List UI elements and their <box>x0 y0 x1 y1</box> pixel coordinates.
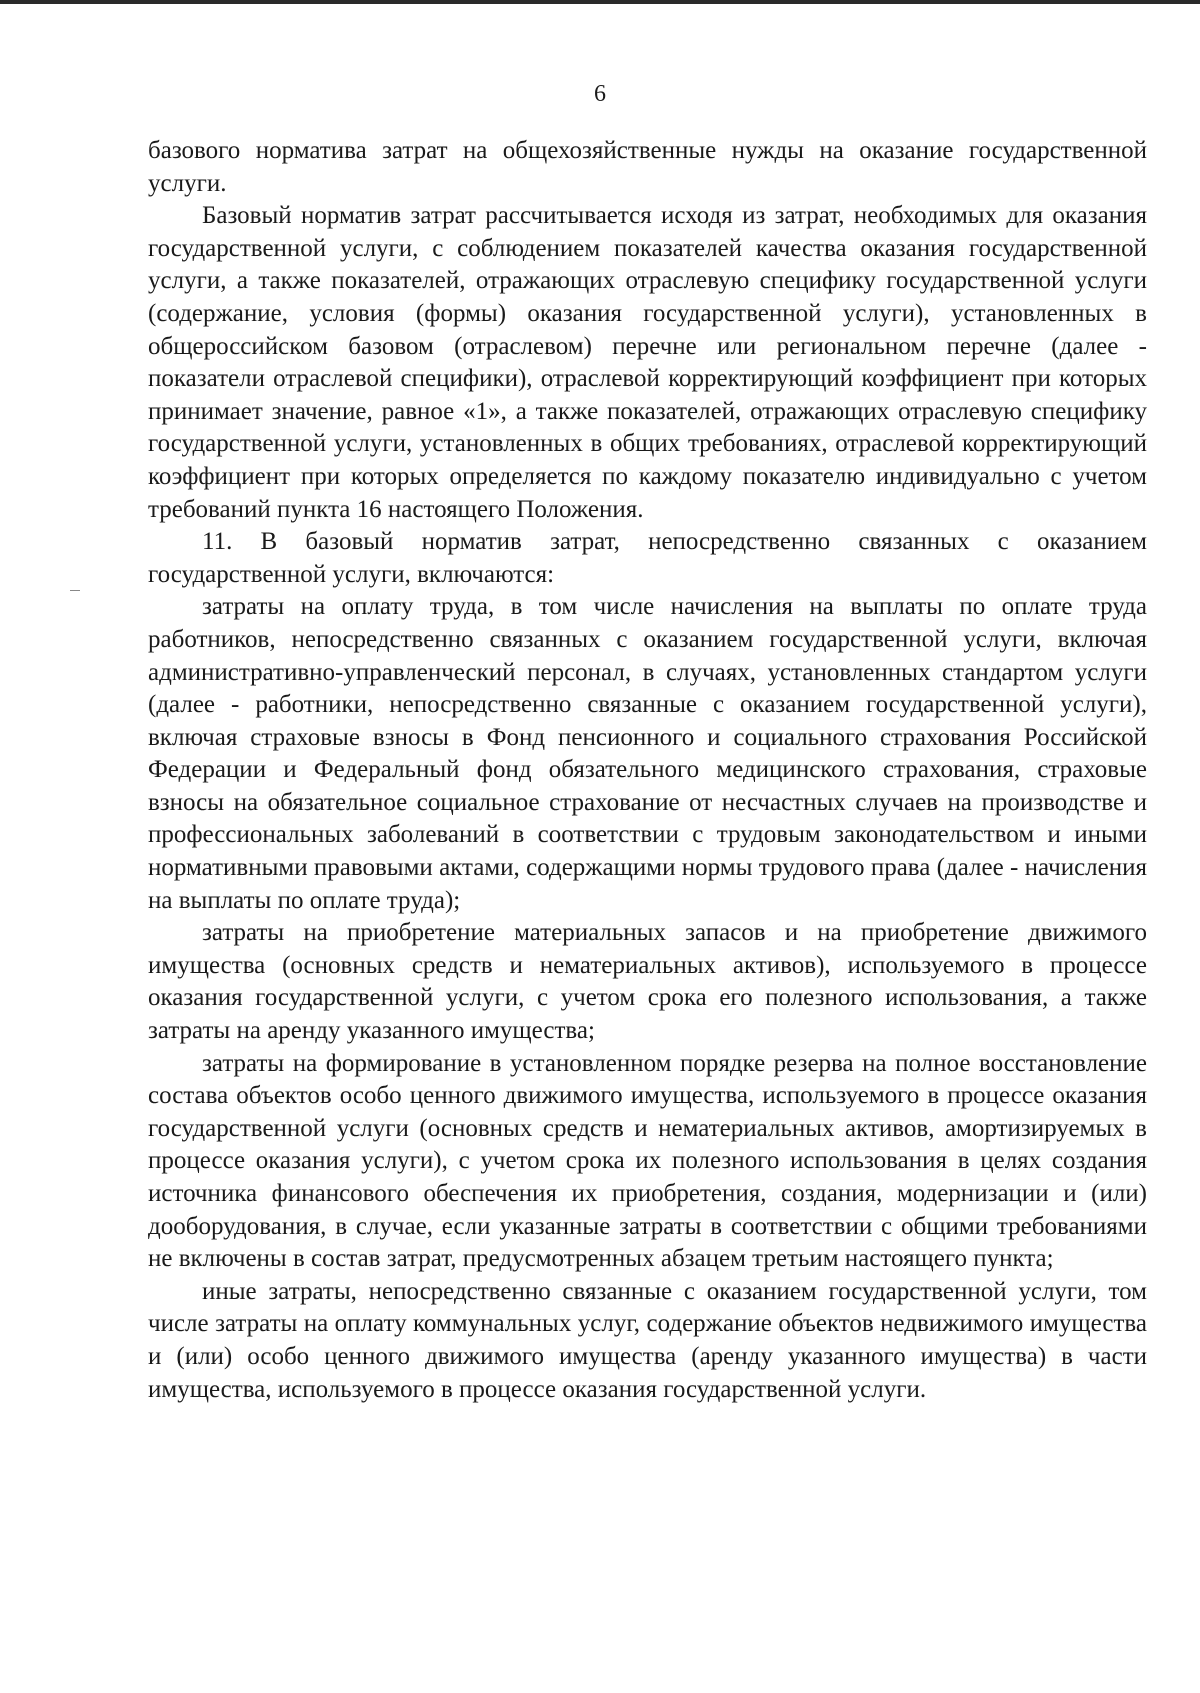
paragraph-base-norm: Базовый норматив затрат рассчитывается исходя из затрат, необходимых для оказания государственной услуги, с соблюдением показателей качества оказания государственной услуги, а также показателей, отражающих отраслевую специфику государственной услуги (содержание, условия (формы) оказания государственной услуги), установленных в общероссийском базовом (отраслевом) перечне или региональном перечне (далее - показатели отраслевой специфики), отраслевой корректирующий коэффициент при которых принимает значение, равное «1», а также показателей, отражающих отраслевую специфику государственной услуги, установленных в общих требованиях, отраслевой корректирующий коэффициент при которых определяется по каждому показателю индивидуально с учетом требований пункта 16 настоящего Положения. <box>148 202 1147 523</box>
scan-margin-mark <box>70 590 80 591</box>
scan-top-edge <box>0 0 1200 4</box>
page-number: 6 <box>594 81 606 107</box>
paragraph-continuation: базового норматива затрат на общехозяйственные нужды на оказание государственной услуги. <box>148 137 1147 197</box>
document-body <box>148 135 1147 1406</box>
paragraph-clause-11: 11. В базовый норматив затрат, непосредственно связанных с оказанием государственной услуги, включаются: <box>148 528 1147 588</box>
paragraph-labor-costs: затраты на оплату труда, в том числе начисления на выплаты по оплате труда работников, непосредственно связанных с оказанием государственной услуги, включая административно-управленческий персонал, в случаях, установленных стандартом услуги (далее - работники, непосредственно связанные с оказанием государственной услуги), включая страховые взносы в Фонд пенсионного и социального страхования Российской Федерации и Федеральный фонд обязательного медицинского страхования, страховые взносы на обязательное социальное страхование от несчастных случаев на производстве и профессиональных заболеваний в соответствии с трудовым законодательством и иными нормативными правовыми актами, содержащими нормы трудового права (далее - начисления на выплаты по оплате труда); <box>148 593 1147 914</box>
paragraph-reserve-costs: затраты на формирование в установленном порядке резерва на полное восстановление состава объектов особо ценного движимого имущества, используемого в процессе оказания государственной услуги (основных средств и нематериальных активов, амортизируемых в процессе оказания услуги), с учетом срока их полезного использования в целях создания источника финансового обеспечения их приобретения, создания, модернизации и (или) дооборудования, в случае, если указанные затраты в соответствии с общими требованиями не включены в состав затрат, предусмотренных абзацем третьим настоящего пункта; <box>148 1049 1147 1273</box>
paragraph-materials-costs: затраты на приобретение материальных запасов и на приобретение движимого имущества (основных средств и нематериальных активов), используемого в процессе оказания государственной услуги, с учетом срока его полезного использования, а также затраты на аренду указанного имущества; <box>148 919 1147 1045</box>
paragraph-other-costs: иные затраты, непосредственно связанные с оказанием государственной услуги, том числе затраты на оплату коммунальных услуг, содержание объектов недвижимого имущества и (или) особо ценного движимого имущества (аренду указанного имущества) в части имущества, используемого в процессе оказания государственной услуги. <box>148 1277 1147 1403</box>
